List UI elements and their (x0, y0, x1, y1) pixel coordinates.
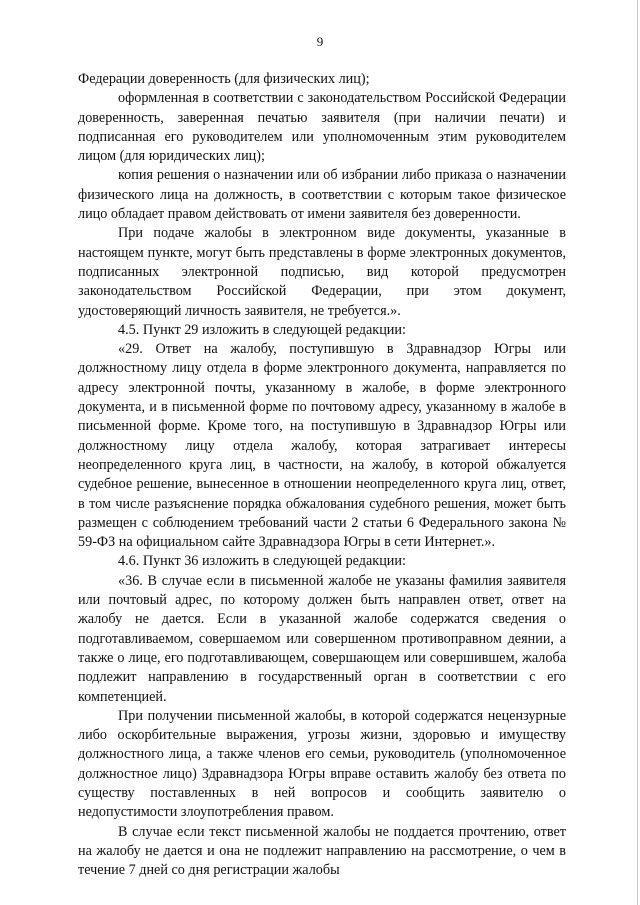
paragraph: оформленная в соответствии с законодательством Российской Федерации доверенность, заверенная печатью заявителя (при наличии печати) и подписанная его руководителем или уполномоченным этим руководителем лицом (для юридических лиц); (78, 90, 566, 165)
paragraph: «29. Ответ на жалобу, поступившую в Здравнадзор Югры или должностному лицу отдела в форме электронного документа, направляется по адресу электронной почты, указанному в жалобе, в форме электронного документа, и в письменной форме по почтовому адресу, указанному в жалобе в письменной форме. Кроме того, на поступившую в Здравнадзор Югры или должностному лицу отдела жалобу, которая затрагивает интересы неопределенного круга лиц, в частности, на жалобу, в которой обжалуется судебное решение, вынесенное в отношении неопределенного круга лиц, ответ, в том числе разъяснение порядка обжалования судебного решения, может быть размещен с соблюдением требований части 2 статьи 6 Федерального закона № 59-ФЗ на официальном сайте Здравнадзора Югры в сети Интернет.». (78, 341, 566, 551)
page-edge (637, 0, 638, 905)
document-body (78, 70, 566, 880)
paragraph: 4.6. Пункт 36 изложить в следующей редакции: (118, 553, 406, 570)
paragraph: При подаче жалобы в электронном виде документы, указанные в настоящем пункте, могут быть представлены в форме электронных документов, подписанных электронной подписью, вид которой предусмотрен законодательством Российской Федерации, при этом документ, удостоверяющий личность заявителя, не требуется.». (78, 225, 566, 319)
paragraph: 4.5. Пункт 29 изложить в следующей редакции: (118, 321, 406, 338)
paragraph: Федерации доверенность (для физических лиц); (78, 71, 370, 87)
paragraph: «36. В случае если в письменной жалобе не указаны фамилия заявителя или почтовый адрес, по которому должен быть направлен ответ, ответ на жалобу не дается. Если в указанной жалобе содержатся сведения о подготавливаемом, совершаемом или совершенном противоправном деянии, а также о лице, его подготавливающем, совершающем или совершившем, жалоба подлежит направлению в государственный орган в соответствии с его компетенцией. (78, 572, 566, 705)
paragraph: копия решения о назначении или об избрании либо приказа о назначении физического лица на должность, в соответствии с которым такое физическое лицо обладает правом действовать от имени заявителя без доверенности. (78, 167, 566, 223)
page-number: 9 (316, 34, 324, 49)
paragraph: В случае если текст письменной жалобы не поддается прочтению, ответ на жалобу не дается и она не подлежит направлению на рассмотрение, о чем в течение 7 дней со дня регистрации жалобы (78, 823, 566, 879)
paragraph: При получении письменной жалобы, в которой содержатся нецензурные либо оскорбительные выражения, угрозы жизни, здоровью и имуществу должностного лица, а также членов его семьи, руководитель (уполномоченное должностное лицо) Здравнадзора Югры вправе оставить жалобу без ответа по существу поставленных в ней вопросов и сообщить заявителю о недопустимости злоупотребления правом. (78, 707, 566, 821)
